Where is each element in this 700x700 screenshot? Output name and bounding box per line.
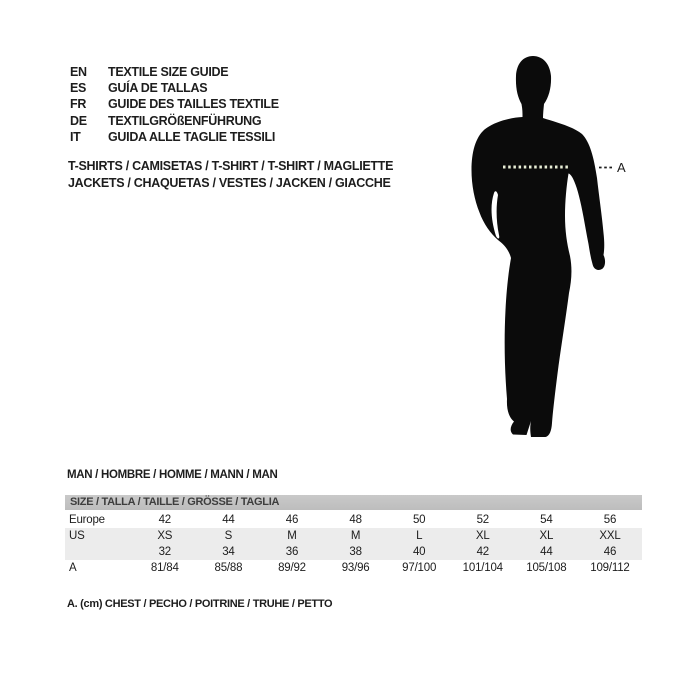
size-cell: 32 [158,546,171,558]
size-cell: S [224,530,233,542]
size-table-header: SIZE / TALLA / TAILLE / GRÖSSE / TAGLIA [65,495,642,510]
language-label: GUÍA DE TALLAS [108,81,208,96]
chest-measure-label: A [617,160,626,175]
size-cell: XL [539,530,554,542]
size-cell: 42 [158,514,171,526]
size-cell: 56 [603,514,617,526]
size-cell: 34 [222,546,235,558]
language-code: EN [70,65,87,80]
garment-line-tshirts: T-SHIRTS / CAMISETAS / T-SHIRT / T-SHIRT / MAGLIETTE [68,159,394,173]
size-cell: 36 [285,546,299,558]
size-cell: M [287,530,297,542]
language-label: TEXTILE SIZE GUIDE [108,65,229,80]
language-list [70,64,279,145]
measurement-footnote: A. (cm) CHEST / PECHO / POITRINE / TRUHE / PETTO [67,598,333,610]
language-row-en [70,64,279,80]
size-table-body [65,512,642,576]
size-cell: 101/104 [462,562,503,574]
measurement-figure [450,40,670,460]
size-cell: 46 [285,514,299,526]
language-code: ES [70,81,87,96]
size-cell: M [350,530,361,542]
language-label: TEXTILGRÖßENFÜHRUNG [108,113,262,128]
language-label: GUIDE DES TAILLES TEXTILE [108,97,279,112]
size-cell: 46 [603,546,617,558]
size-cell: 85/88 [214,562,243,574]
language-row-it [70,129,279,145]
language-code: FR [70,97,87,112]
man-silhouette [450,40,670,460]
size-cell: 48 [349,514,362,526]
size-cell: 89/92 [278,562,306,574]
language-row-fr [70,96,279,112]
garment-line-jackets: JACKETS / CHAQUETAS / VESTES / JACKEN / GIACCHE [68,176,391,190]
size-cell: 44 [540,546,553,558]
table-row-numeric [65,544,642,560]
table-row-us [65,528,642,544]
language-code: IT [70,129,81,144]
size-cell: 97/100 [402,562,437,574]
row-label: Europe [69,514,105,526]
size-cell: 93/96 [341,562,370,574]
man-silhouette-path [472,56,606,437]
size-cell: XS [157,530,173,542]
row-label: A [69,562,77,574]
section-title-man: MAN / HOMBRE / HOMME / MANN / MAN [67,469,278,481]
size-cell: 38 [349,546,362,558]
table-row-chest [65,560,642,576]
size-cell: XXL [599,530,621,542]
size-cell: XL [475,530,490,542]
size-cell: 50 [412,514,426,526]
size-cell: L [416,530,423,542]
size-cell: 109/112 [590,562,630,574]
language-row-es [70,80,279,96]
language-row-de [70,113,279,129]
row-label: US [69,530,85,542]
size-cell: 81/84 [150,562,179,574]
language-label: GUIDA ALLE TAGLIE TESSILI [108,129,276,144]
table-row-europe [65,512,642,528]
size-cell: 105/108 [526,562,567,574]
size-cell: 54 [540,514,553,526]
size-cell: 44 [222,514,235,526]
size-table [65,495,642,576]
size-cell: 40 [412,546,426,558]
language-code: DE [70,113,87,128]
garment-type-lines [68,158,393,192]
size-cell: 42 [476,546,489,558]
size-cell: 52 [476,514,489,526]
